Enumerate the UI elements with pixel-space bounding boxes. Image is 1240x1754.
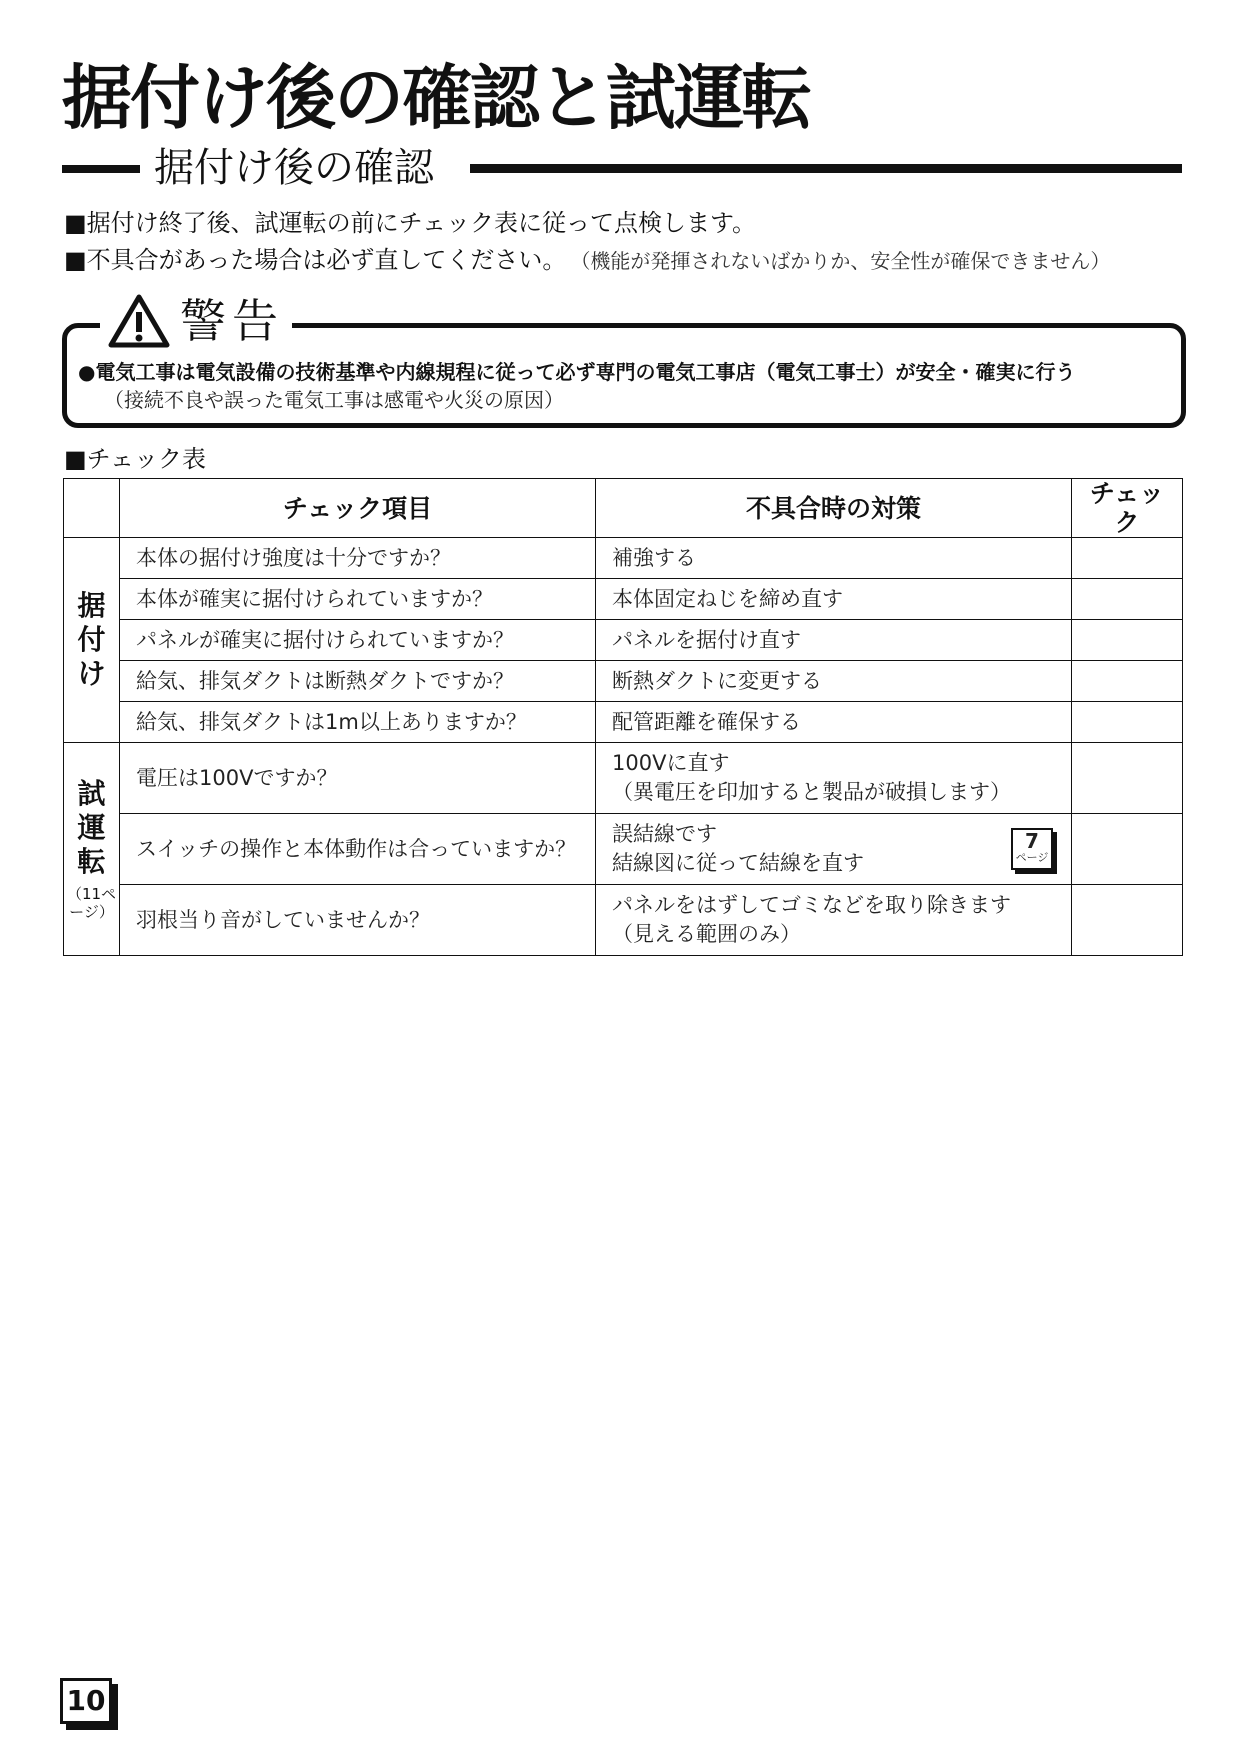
header-check: チェック xyxy=(1072,479,1183,538)
warning-title: 警告 xyxy=(180,294,284,348)
countermeasure-line-1: 100Vに直す xyxy=(612,751,730,775)
check-table-title: ■チェック表 xyxy=(64,445,206,473)
table-row xyxy=(64,620,1183,661)
table-row xyxy=(64,743,1183,814)
countermeasure-line-2: （見える範囲のみ） xyxy=(612,922,801,946)
page-reference-number: 7 xyxy=(1025,829,1039,853)
group-install-label: 据付け xyxy=(77,589,106,690)
check-cell[interactable] xyxy=(1072,579,1183,620)
check-item: スイッチの操作と本体動作は合っていますか？ xyxy=(120,814,596,885)
section-rule-left xyxy=(62,165,140,173)
check-table xyxy=(63,478,1183,956)
warning-text: ●電気工事は電気設備の技術基準や内線規程に従って必ず専門の電気工事店（電気工事士）が安全・確実に行う xyxy=(78,360,1076,384)
group-test-run xyxy=(64,743,120,956)
table-row xyxy=(64,538,1183,579)
check-item: パネルが確実に据付けられていますか？ xyxy=(120,620,596,661)
countermeasure: 補強する xyxy=(596,538,1072,579)
intro-line-2-note: （機能が発揮されないばかりか、安全性が確保できません） xyxy=(580,249,1111,273)
countermeasure: 断熱ダクトに変更する xyxy=(596,661,1072,702)
warning-triangle-icon xyxy=(108,294,170,348)
check-item: 羽根当り音がしていませんか？ xyxy=(120,885,596,956)
warning-subtext: （接続不良や誤った電気工事は感電や火災の原因） xyxy=(104,388,564,412)
check-item: 電圧は100Vですか？ xyxy=(120,743,596,814)
countermeasure-line-2: 結線図に従って結線を直す xyxy=(612,851,864,875)
check-item: 本体の据付け強度は十分ですか？ xyxy=(120,538,596,579)
check-cell[interactable] xyxy=(1072,538,1183,579)
check-cell[interactable] xyxy=(1072,814,1183,885)
warning-header xyxy=(100,290,292,352)
page-number: 10 xyxy=(60,1678,112,1724)
countermeasure-line-2: （異電圧を印加すると製品が破損します） xyxy=(612,780,1011,804)
group-test-run-page-ref: （11ページ） xyxy=(66,885,117,921)
table-row xyxy=(64,579,1183,620)
table-row xyxy=(64,814,1183,885)
header-check-item: チェック項目 xyxy=(120,479,596,538)
check-cell[interactable] xyxy=(1072,702,1183,743)
section-header xyxy=(62,140,1182,196)
countermeasure-line-1: 誤結線です xyxy=(612,822,717,846)
table-row xyxy=(64,702,1183,743)
countermeasure: パネルを据付け直す xyxy=(596,620,1072,661)
check-cell[interactable] xyxy=(1072,743,1183,814)
page-title: 据付け後の確認と試運転 xyxy=(62,57,810,139)
group-test-run-label: 試運転 xyxy=(77,777,106,878)
table-row xyxy=(64,885,1183,956)
page-reference-badge[interactable] xyxy=(1011,828,1053,870)
group-install xyxy=(64,538,120,743)
countermeasure xyxy=(596,885,1072,956)
countermeasure: 本体固定ねじを締め直す xyxy=(596,579,1072,620)
header-countermeasure: 不具合時の対策 xyxy=(596,479,1072,538)
check-cell[interactable] xyxy=(1072,620,1183,661)
countermeasure xyxy=(596,743,1072,814)
header-blank xyxy=(64,479,120,538)
check-item: 給気、排気ダクトは断熱ダクトですか？ xyxy=(120,661,596,702)
check-cell[interactable] xyxy=(1072,661,1183,702)
check-item: 給気、排気ダクトは1m以上ありますか？ xyxy=(120,702,596,743)
table-header-row xyxy=(64,479,1183,538)
check-cell[interactable] xyxy=(1072,885,1183,956)
intro-line-2 xyxy=(64,243,1110,278)
countermeasure xyxy=(596,814,1072,885)
check-item: 本体が確実に据付けられていますか？ xyxy=(120,579,596,620)
intro-line-2-text: ■不具合があった場合は必ず直してください。 xyxy=(64,246,567,274)
countermeasure-line-1: パネルをはずしてゴミなどを取り除きます xyxy=(612,893,1011,917)
intro-line-1: ■据付け終了後、試運転の前にチェック表に従って点検します。 xyxy=(64,209,757,237)
section-title: 据付け後の確認 xyxy=(154,145,434,191)
countermeasure: 配管距離を確保する xyxy=(596,702,1072,743)
table-row xyxy=(64,661,1183,702)
page-reference-unit: ページ xyxy=(1015,851,1049,864)
section-rule-right xyxy=(470,164,1182,173)
